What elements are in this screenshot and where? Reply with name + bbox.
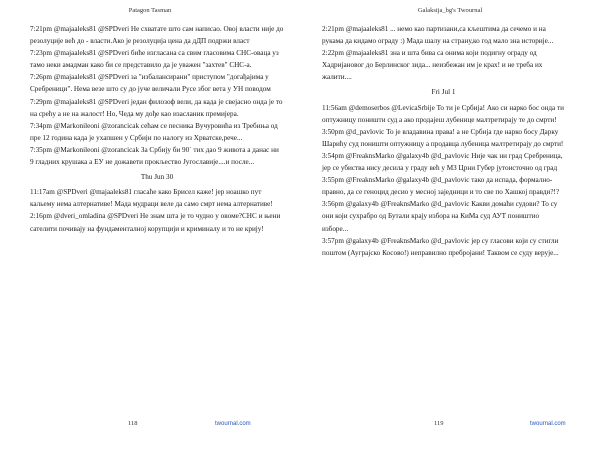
site-link[interactable]: twournal.com — [215, 421, 251, 427]
page-number: 118 — [128, 420, 138, 427]
tweet-entry: 2:22pm @majaaleks81 зна и шта бива са онима који подигну ограду од Хадријановог до Берлинског зида... неизбежан им је крах! и не треба их жалити.... — [322, 49, 543, 82]
tweet-entry: 7:29pm @majaaleks81 @SPDveri један филозоф вели, да када је свејасно онда је то на срећу а не на жалост! Но, Чеда му дође као изасланик премијера. — [30, 97, 283, 118]
tweet-entry: 7:26pm @majaaleks81 @SPDveri за "избалансирани" приступом "догађајима у Сребреници". Нема везе што су до јуче величали Русе због вета у УН поводом — [30, 73, 271, 94]
tweet-entry: 3:54pm @FreaknsMarko @galaxy4b @d_pavlovic Није чак ни град Сребреница, јер се убиства нису десила у граду већ у МЗ Црни Губер јутоисточно од град — [322, 151, 563, 173]
tweet-entry: 7:34pm @Markonileoni @zorancicak сећам се песника Вучуровића из Требиња од пре 12 година када је ухапшен у Србији по налогу из Хрватске,рече... — [30, 121, 278, 142]
tweet-entry: 3:50pm @d_pavlovic То је владавина права! а не Србија где нарко босу Дарку Шарићу суд поништи оптужницу а продавца лубеница малтретирају до смрти! — [322, 127, 564, 148]
running-head-author: Patagon Tasman — [128, 7, 172, 14]
right-page — [300, 0, 600, 450]
running-head-title: Galaksija_bg's Twournal — [417, 7, 483, 14]
day-heading: Thu Jun 30 — [140, 173, 174, 182]
right-page-body — [322, 23, 565, 259]
day-heading: Fri Jul 1 — [431, 88, 456, 97]
tweet-entry: 7:21pm @majaaleks81 @SPDveri Не схватате што сам написао. Овој власти није до резолуције већ до - власти.Ако је резолуција цена да дДП подржи власт — [30, 25, 284, 46]
left-page-body — [30, 23, 284, 235]
tweet-entry: 11:17am @SPDveri @majaaleks81 гласаће како Брисел каже! јер ноашко пут кальему нема алтернативе! Мада мудраци веле да само смрт нема алтернативе! — [30, 188, 273, 209]
tweet-entry: 7:23pm @majaaleks81 @SPDveri биће изгласана са свим гласовима СНС-оваца уз тамо неки амадман како би се представило да је уважен "захтев" СНС-а. — [30, 49, 279, 70]
tweet-entry: 3:57pm @galaxy4b @FreaknsMarko @d_pavlovic јер су гласови који су стигли поштом (Ауграјско Косово!) неправилно пребројани! Таквом се суду верује... — [322, 236, 559, 257]
site-link[interactable]: twournal.com — [530, 421, 566, 427]
tweet-entry: 11:56am @demoserbos @LevicaSrbije То ти је Србија! Ако си нарко бос онда ти оптужницу поништи суд а ако продајеш лубенице малтретирају те до смрти! — [322, 103, 565, 124]
tweet-entry: 3:55pm @FreaknsMarko @galaxy4b @d_pavlovic тако да испада, формално-правно, да се геноцид десио у месној заједници и то све по Хашкој правди?!? — [322, 176, 560, 197]
tweet-entry: 2:21pm @majaaleks81 ... немо као партизани,са кљештима да сечемо и на рукама да кидамо ограду :) Мада шалу на страну,ко год мало зна историје... — [322, 25, 554, 46]
page-number: 119 — [434, 420, 444, 427]
tweet-entry: 7:35pm @Markonileoni @zorancicak За Србију би 90` тих дао 9 живота а данас ни 9 гладних крушака а ЕУ не дожавети прокљество Југославије....и после... — [30, 145, 279, 167]
tweet-entry: 2:16pm @dveri_omladina @SPDveri Не знам шта је то чудно у овоме?СНС и њени сателити почивају на фундаменталној корупцији и криминалу и то не крију! — [30, 212, 281, 233]
tweet-entry: 3:56pm @galaxy4b @FreaknsMarko @d_pavlovic Какви домаћи судови? То су они који сухрабро од Бутали крају избора на КиМа суд АУТ поништио изборе... — [322, 200, 558, 233]
